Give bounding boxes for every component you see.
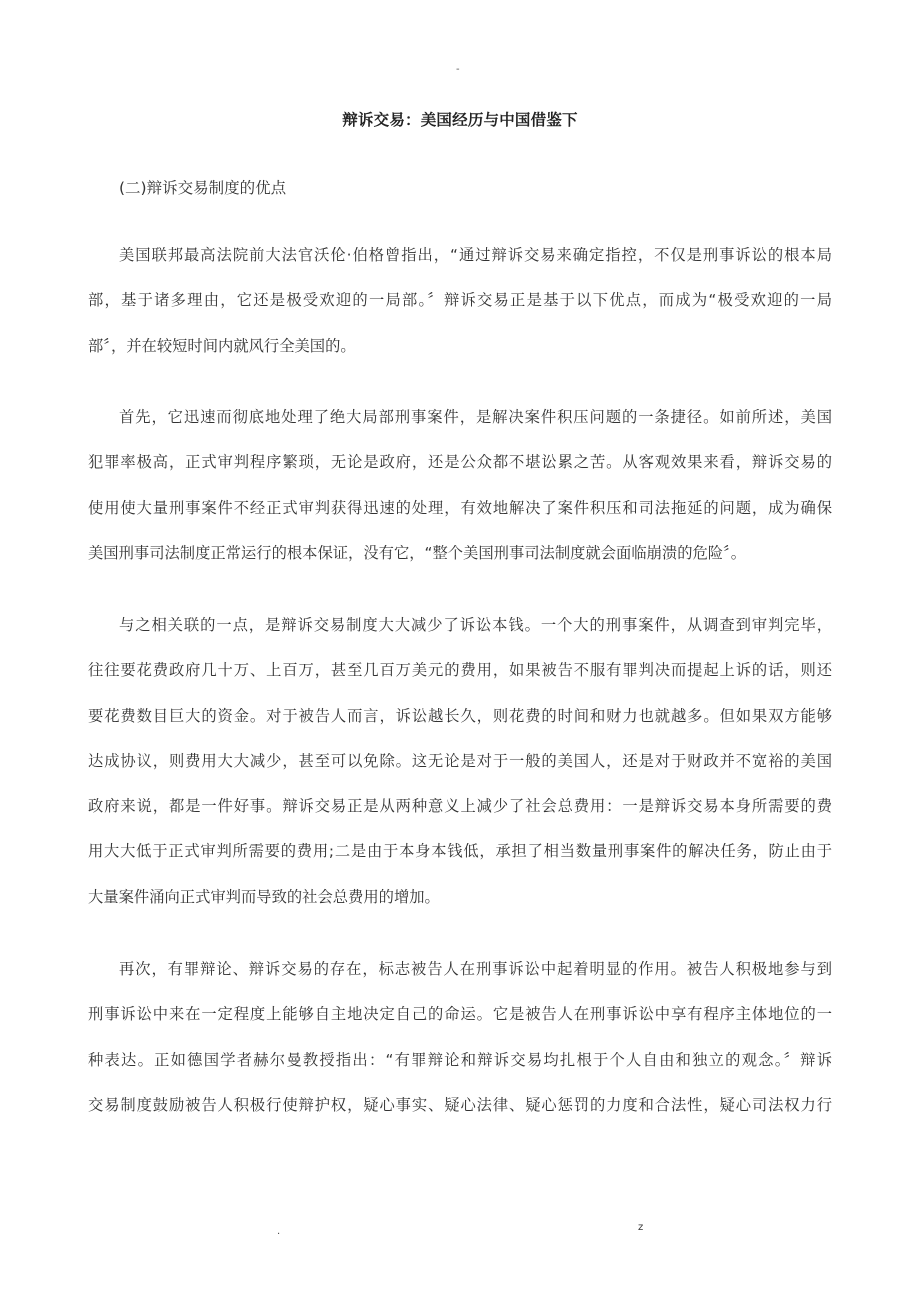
paragraph-line: 往往要花费政府几十万、上百万，甚至几百万美元的费用，如果被告不服有罪判决而提起上诉的话，则还 <box>88 661 832 680</box>
paragraph-line: 部〞，并在较短时间内就风行全美国的。 <box>88 336 356 355</box>
section-heading: (二)辩诉交易制度的优点 <box>119 179 287 197</box>
paragraph-line: 与之相关联的一点，是辩诉交易制度大大减少了诉讼本钱。一个大的刑事案件，从调查到审判完毕， <box>119 616 832 634</box>
paragraph-line: 种表达。正如德国学者赫尔曼教授指出：“有罪辩论和辩诉交易均扎根于个人自由和独立的观念。〞辩诉 <box>88 1050 832 1069</box>
footer-right-mark: z <box>638 1222 644 1233</box>
document-title: 辩诉交易：美国经历与中国借鉴下 <box>342 111 578 129</box>
paragraph-line: 大量案件涌向正式审判而导致的社会总费用的增加。 <box>88 887 440 906</box>
paragraph-line: 犯罪率极高，正式审判程序繁琐，无论是政府，还是公众都不堪讼累之苦。从客观效果来看，辩诉交易的 <box>88 453 832 472</box>
paragraph-line: 要花费数目巨大的资金。对于被告人而言，诉讼越长久，则花费的时间和财力也就越多。但如果双方能够 <box>88 706 832 725</box>
paragraph-2 <box>88 404 832 585</box>
paragraph-line: 美国刑事司法制度正常运行的根本保证，没有它，“整个美国刑事司法制度就会面临崩溃的危险〞。 <box>88 543 747 562</box>
footer-left-mark: . <box>277 1226 281 1237</box>
paragraph-line: 再次，有罪辩论、辩诉交易的存在，标志被告人在刑事诉讼中起着明显的作用。被告人积极地参与到 <box>119 960 832 978</box>
paragraph-line: 部，基于诸多理由，它还是极受欢迎的一局部。〞辩诉交易正是基于以下优点，而成为“极受欢迎的一局 <box>88 291 832 310</box>
paragraph-line: 交易制度鼓励被告人积极行使辩护权，疑心事实、疑心法律、疑心惩罚的力度和合法性，疑心司法权力行 <box>88 1095 832 1114</box>
paragraph-line: 用大大低于正式审判所需要的费用;二是由于本身本钱低，承担了相当数量刑事案件的解决任务，防止由于 <box>88 842 832 861</box>
paragraph-line: 首先，它迅速而彻底地处理了绝大局部刑事案件，是解决案件积压问题的一条捷径。如前所述，美国 <box>119 408 832 426</box>
paragraph-3 <box>88 612 832 929</box>
paragraph-4 <box>88 956 832 1137</box>
paragraph-line: 刑事诉讼中来在一定程度上能够自主地决定自己的命运。它是被告人在刑事诉讼中享有程序主体地位的一 <box>88 1005 832 1024</box>
paragraph-line: 使用使大量刑事案件不经正式审判获得迅速的处理，有效地解决了案件积压和司法拖延的问题，成为确保 <box>88 498 832 517</box>
paragraph-line: 达成协议，则费用大大减少，甚至可以免除。这无论是对于一般的美国人，还是对于财政并不宽裕的美国 <box>88 751 832 770</box>
paragraph-line: 政府来说，都是一件好事。辩诉交易正是从两种意义上减少了社会总费用：一是辩诉交易本身所需要的费 <box>88 797 832 816</box>
paragraph-line: 美国联邦最高法院前大法官沃伦·伯格曾指出，“通过辩诉交易来确定指控，不仅是刑事诉讼的根本局 <box>119 246 832 264</box>
header-mark: - <box>456 64 460 75</box>
paragraph-1 <box>88 242 832 378</box>
